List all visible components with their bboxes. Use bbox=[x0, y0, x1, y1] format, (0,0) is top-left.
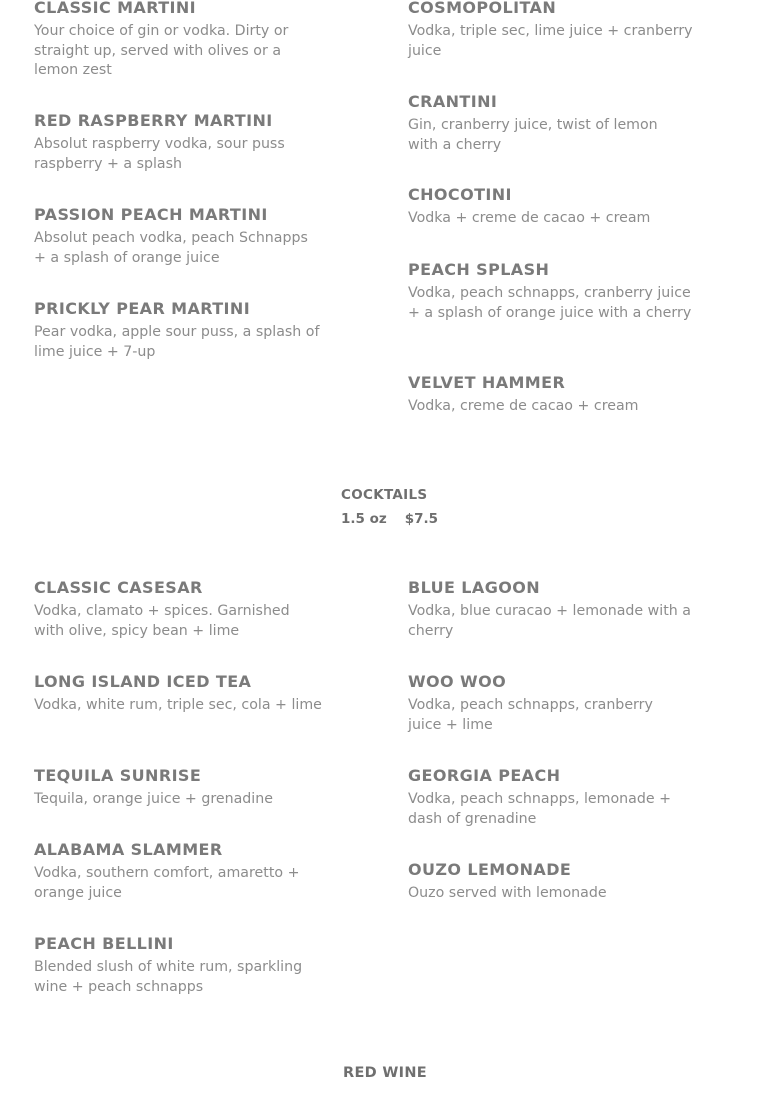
menu-item-description: Pear vodka, apple sour puss, a splash of lime juice + 7-up bbox=[34, 324, 320, 360]
menu-item bbox=[408, 373, 698, 417]
menu-item-name: CHOCOTINI bbox=[408, 185, 512, 204]
menu-item bbox=[34, 111, 324, 174]
menu-item-name: OUZO LEMONADE bbox=[408, 860, 572, 879]
menu-item bbox=[408, 860, 698, 904]
menu-item bbox=[34, 840, 324, 903]
cocktails-section-header bbox=[341, 486, 438, 528]
menu-item-name: CLASSIC MARTINI bbox=[34, 0, 197, 17]
menu-item-name: VELVET HAMMER bbox=[408, 373, 566, 392]
menu-item-name: TEQUILA SUNRISE bbox=[34, 766, 202, 785]
menu-item-name: LONG ISLAND ICED TEA bbox=[34, 672, 252, 691]
menu-item-description: Vodka, white rum, triple sec, cola + lime bbox=[34, 697, 322, 713]
menu-item-name: PRICKLY PEAR MARTINI bbox=[34, 299, 251, 318]
menu-item-description: Blended slush of white rum, sparkling wine + peach schnapps bbox=[34, 959, 303, 995]
section-title: COCKTAILS bbox=[341, 487, 428, 503]
menu-item bbox=[408, 0, 698, 61]
menu-item-name: BLUE LAGOON bbox=[408, 578, 541, 597]
menu-item-description: Vodka, blue curacao + lemonade with a cherry bbox=[408, 603, 691, 639]
section-price-line bbox=[341, 510, 438, 528]
menu-item bbox=[408, 185, 698, 229]
menu-item-name: PEACH SPLASH bbox=[408, 260, 550, 279]
menu-item-description: Vodka, creme de cacao + cream bbox=[408, 398, 639, 414]
menu-item-name: PEACH BELLINI bbox=[34, 934, 174, 953]
red-wine-section-header bbox=[0, 1064, 770, 1082]
menu-item-description: Vodka, peach schnapps, cranberry juice + a splash of orange juice with a cherry bbox=[408, 285, 692, 321]
menu-item bbox=[34, 299, 324, 362]
menu-item bbox=[34, 766, 324, 810]
price: $7.5 bbox=[404, 511, 439, 527]
menu-item-name: ALABAMA SLAMMER bbox=[34, 840, 223, 859]
menu-item-description: Absolut peach vodka, peach Schnapps + a splash of orange juice bbox=[34, 230, 308, 266]
menu-item-description: Vodka, peach schnapps, lemonade + dash of grenadine bbox=[408, 791, 671, 827]
menu-item-name: RED RASPBERRY MARTINI bbox=[34, 111, 273, 130]
menu-item bbox=[34, 578, 324, 641]
menu-item bbox=[34, 672, 324, 716]
menu-item bbox=[408, 766, 698, 829]
menu-item-name: GEORGIA PEACH bbox=[408, 766, 561, 785]
menu-item-description: Vodka + creme de cacao + cream bbox=[408, 210, 651, 226]
menu-item-description: Ouzo served with lemonade bbox=[408, 885, 607, 901]
menu-item-name: CRANTINI bbox=[408, 92, 498, 111]
menu-item-name: PASSION PEACH MARTINI bbox=[34, 205, 268, 224]
menu-item bbox=[408, 260, 698, 323]
menu-item bbox=[34, 0, 324, 81]
menu-item bbox=[408, 92, 678, 155]
menu-item bbox=[408, 578, 698, 641]
menu-item-description: Vodka, triple sec, lime juice + cranberry juice bbox=[408, 23, 693, 59]
section-title: RED WINE bbox=[343, 1065, 427, 1081]
menu-item bbox=[34, 934, 324, 997]
menu-item-name: COSMOPOLITAN bbox=[408, 0, 557, 17]
pour-size: 1.5 oz bbox=[341, 511, 387, 527]
menu-item bbox=[34, 205, 324, 268]
menu-item-name: WOO WOO bbox=[408, 672, 507, 691]
menu-item-description: Vodka, southern comfort, amaretto + orange juice bbox=[34, 865, 300, 901]
menu-item-description: Your choice of gin or vodka. Dirty or straight up, served with olives or a lemon zest bbox=[34, 23, 289, 78]
menu-item-description: Vodka, clamato + spices. Garnished with olive, spicy bean + lime bbox=[34, 603, 290, 639]
menu-item-description: Gin, cranberry juice, twist of lemon with a cherry bbox=[408, 117, 658, 153]
menu-item-description: Absolut raspberry vodka, sour puss raspberry + a splash bbox=[34, 136, 285, 172]
menu-item-description: Tequila, orange juice + grenadine bbox=[34, 791, 273, 807]
menu-item-name: CLASSIC CASESAR bbox=[34, 578, 203, 597]
menu-item bbox=[408, 672, 688, 735]
menu-item-description: Vodka, peach schnapps, cranberry juice + lime bbox=[408, 697, 653, 733]
